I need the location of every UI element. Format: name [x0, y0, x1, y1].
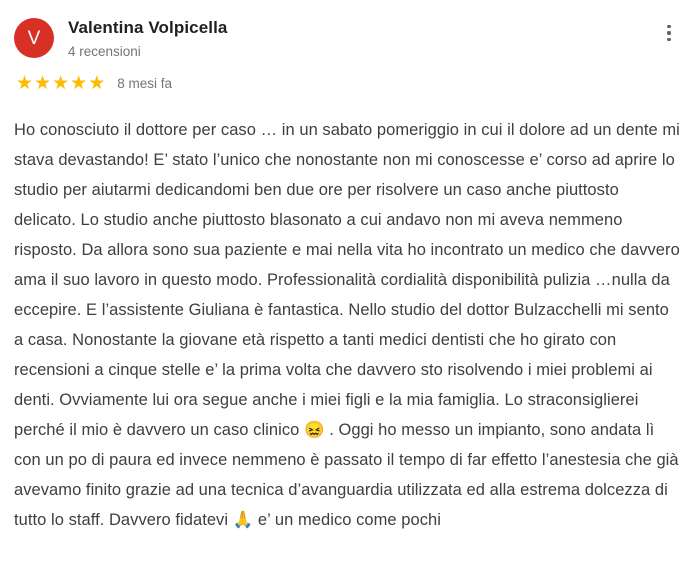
star-icon: ★ — [34, 73, 52, 94]
avatar: V — [14, 18, 54, 58]
reviewer-name[interactable]: Valentina Volpicella — [68, 18, 228, 37]
review-timestamp: 8 mesi fa — [117, 76, 173, 91]
dot — [667, 31, 671, 35]
dot — [667, 38, 671, 42]
star-icon: ★ — [88, 73, 106, 94]
reviewer-block — [68, 16, 643, 62]
star-icon: ★ — [52, 73, 70, 94]
star-rating — [16, 74, 105, 93]
star-icon: ★ — [70, 73, 88, 94]
star-icon: ★ — [16, 73, 34, 94]
dot — [667, 25, 671, 29]
review-header — [14, 16, 681, 62]
reviewer-review-count: 4 recensioni — [68, 44, 141, 59]
review-body-text: Ho conosciuto il dottore per caso … in un sabato pomeriggio in cui il dolore ad un dente mi stava devastando! E’ stato l’unico che nonostante non mi conoscesse e’ corso ad aprire lo studio per aiutarmi dedicandomi ben due ore per risolvere un caso anche piuttosto delicato. Lo studio anche piuttosto blasonato a cui andavo non mi aveva nemmeno risposto. Da allora sono sua paziente e mai nella vita ho incontrato un medico che davvero ama il suo lavoro in questo modo. Professionalità cordialità disponibilità pulizia …nulla da eccepire. E l’assistente Giuliana è fantastica. Nello studio del dottor Bulzacchelli mi sento a casa. Nonostante la giovane età rispetto a tanti medici dentisti che ho girato con recensioni a cinque stelle e’ la prima volta che davvero sto risolvendo i miei problemi ai denti. Ovviamente lui ora segue anche i miei figli e la mia famiglia. Lo straconsiglierei perché il mio è davvero un caso clinico 😖 . Oggi ho messo un impianto, sono andata lì con un po di paura ed invece nemmeno è passato il tempo di far effetto l’anestesia che già avevamo finito grazie ad una tecnica d’avanguardia utilizzata ed alla estrema dolcezza di tutto lo staff. Davvero fidatevi 🙏 e’ un medico come pochi — [14, 121, 680, 529]
more-options-icon[interactable] — [657, 18, 681, 48]
rating-row — [16, 74, 681, 93]
